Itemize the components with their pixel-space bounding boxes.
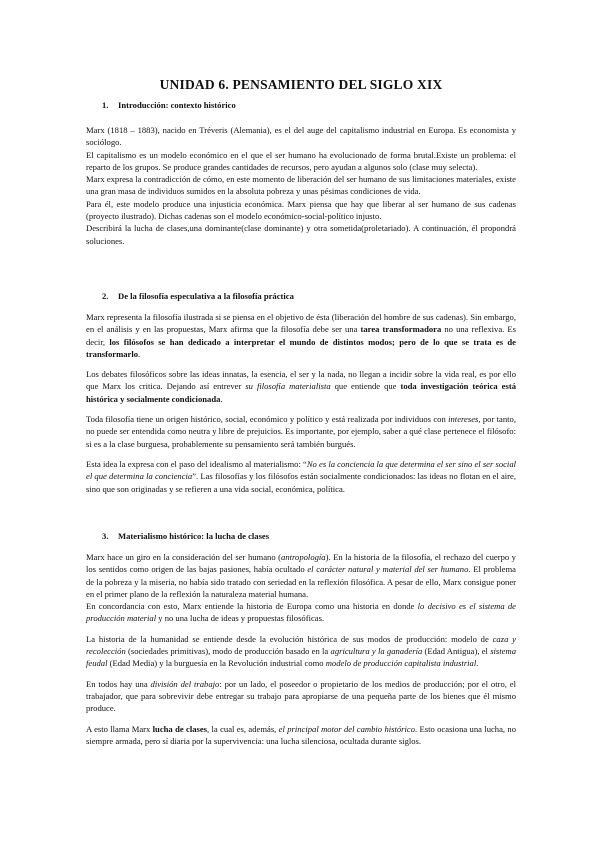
section-number: 2. [102,291,109,301]
paragraph: Marx hace un giro en la consideración del ser humano (antropología). En la historia de la filosofía, el rechazo del cuerpo y los sentidos como origen de las bajas pasiones, había ocultado el carácter natural y material del ser humano. El problema de la pobreza y la miseria, no había sido tratado con seriedad en la reflexión filosófica. A pesar de ello, Marx consigue poner en el primer plano de la reflexión la naturaleza material humana. [86,552,516,599]
section-heading [86,291,516,301]
paragraph: Marx representa la filosofía ilustrada si se piensa en el objetivo de ésta (liberación del hombre de sus cadenas). Sin embargo, en el análisis y en las propuestas, Marx afirma que la filosofía debe ser una tarea transformadora no una reflexiva. Es decir, los filósofos se han dedicado a interpretar el mundo de distintos modos; pero de lo que se trata es de transformarlo. [86,312,517,359]
section-2 [86,291,516,495]
paragraph: A esto llama Marx lucha de clases, la cual es, además, el principal motor del cambio histórico. Esto ocasiona una lucha, no siempre armada, pero sí diaria por la supervivencia: una lucha silenciosa, ocultada durante siglos. [86,723,517,746]
bold-text: tarea transformadora [360,324,442,335]
italic-text: el carácter natural y material del ser humano [307,564,469,575]
paragraph: El capitalismo es un modelo económico en el que el ser humano ha evolucionado de forma brutal.Existe un problema: el reparto de los grupos. Se produce grandes cantidades de recursos, pero ayudan a algunos solo (clase muy selecta). [86,149,516,172]
italic-text: lo decisivo es el sistema de producción material [86,601,517,624]
italic-text: intereses [448,414,479,425]
section-title: De la filosofía especulativa a la filosofía práctica [118,291,294,301]
italic-text: antropología [281,552,326,562]
section-heading [86,531,516,541]
italic-text: sistema feudal [86,646,516,669]
italic-text: caza y recolección [86,633,516,657]
italic-text: No es la conciencia la que determina el ser sino el ser social el que determina la conciencia [86,458,517,482]
bold-text: toda investigación teórica está histórica y socialmente condicionada [86,381,516,404]
italic-text: agricultura y la ganadería [330,646,423,657]
paragraph: Esta idea la expresa con el paso del idealismo al materialismo: “No es la conciencia la que determina el ser sino el ser social el que determina la conciencia”. Las filosofías y los filósofos están socialmente condicionados: las ideas no flotan en el aire, sino que son originadas y se refieren a una vida social, económica, política. [86,458,517,494]
section-body [86,311,516,495]
section-body [86,124,516,247]
section-heading [86,100,516,110]
paragraph: Marx (1818 – 1883), nacido en Tréveris (Alemania), es el del auge del capitalismo industrial en Europa. Es economista y sociólogo. [86,125,516,148]
section-title: Materialismo histórico: la lucha de clases [118,531,270,541]
paragraph: Para él, este modelo produce una injusticia económica. Marx piensa que hay que liberar al ser humano de sus cadenas (proyecto ilustrado). Dichas cadenas son el modelo económico-social-político injusto. [86,198,516,222]
section-1 [86,100,516,247]
paragraph: Describirá la lucha de clases,una dominante(clase dominante) y otra sometida(proletariado). A continuación, él propondrá soluciones. [86,223,516,246]
page-title: UNIDAD 6. PENSAMIENTO DEL SIGLO XIX [159,77,443,92]
bold-text: los filósofos se han dedicado a interpretar el mundo de distintos modos; pero de lo que se trata es de transformarlo [86,336,517,359]
italic-text: el principal motor del cambio histórico [278,723,416,734]
paragraph: Marx expresa la contradicción de cómo, en este momento de liberación del ser humano de sus limitaciones materiales, existe una gran masa de individuos sumidos en la absoluta pobreza y unas pésimas condiciones de vida. [86,174,516,197]
paragraph: En concordancia con esto, Marx entiende la historia de Europa como una historia en donde lo decisivo es el sistema de producción material y no una lucha de ideas y propuestas filosóficas. [86,601,517,624]
section-number: 3. [102,531,109,541]
paragraph: Toda filosofía tiene un origen histórico, social, económico y político y está realizada por individuos con intereses, por tanto, no puede ser entendida como neutra y libre de prejuicios. Es importante, por ejemplo, saber a qué clase pertenece el filósofo: si es a la clase burguesa, probablemente su pensamiento será también burgués. [86,414,517,449]
italic-text: modelo de producción capitalista industrial [325,658,477,669]
paragraph: En todos hay una división del trabajo: por un lado, el poseedor o propietario de los medios de producción; por el otro, el trabajador, que para sobrevivir debe entregar su trabajo para apropiarse de una pequeña parte de los bienes que él mismo produce. [86,678,516,714]
paragraph: Los debates filosóficos sobre las ideas innatas, la esencia, el ser y la nada, no llegan a incidir sobre la vida real, es por ello que Marx los critica. Dejando así entrever su filosofía materialista que entiende que toda investigación teórica está histórica y socialmente condicionada. [86,369,516,404]
section-number: 1. [102,100,109,110]
italic-text: su filosofía materialista [245,381,331,392]
section-body [86,551,516,747]
bold-text: lucha de clases [152,723,208,734]
paragraph: La historia de la humanidad se entiende desde la evolución histórica de sus modos de producción: modelo de caza y recolección (sociedades primitivas), modo de producción basado en la agricultura y la ganadería (Edad Antigua), el sistema feudal (Edad Media) y la burguesía en la Revolución industrial como modelo de producción capitalista industrial. [86,633,516,669]
section-title: Introducción: contexto histórico [118,100,236,110]
italic-text: división del trabajo [150,678,220,689]
section-3 [86,531,516,747]
